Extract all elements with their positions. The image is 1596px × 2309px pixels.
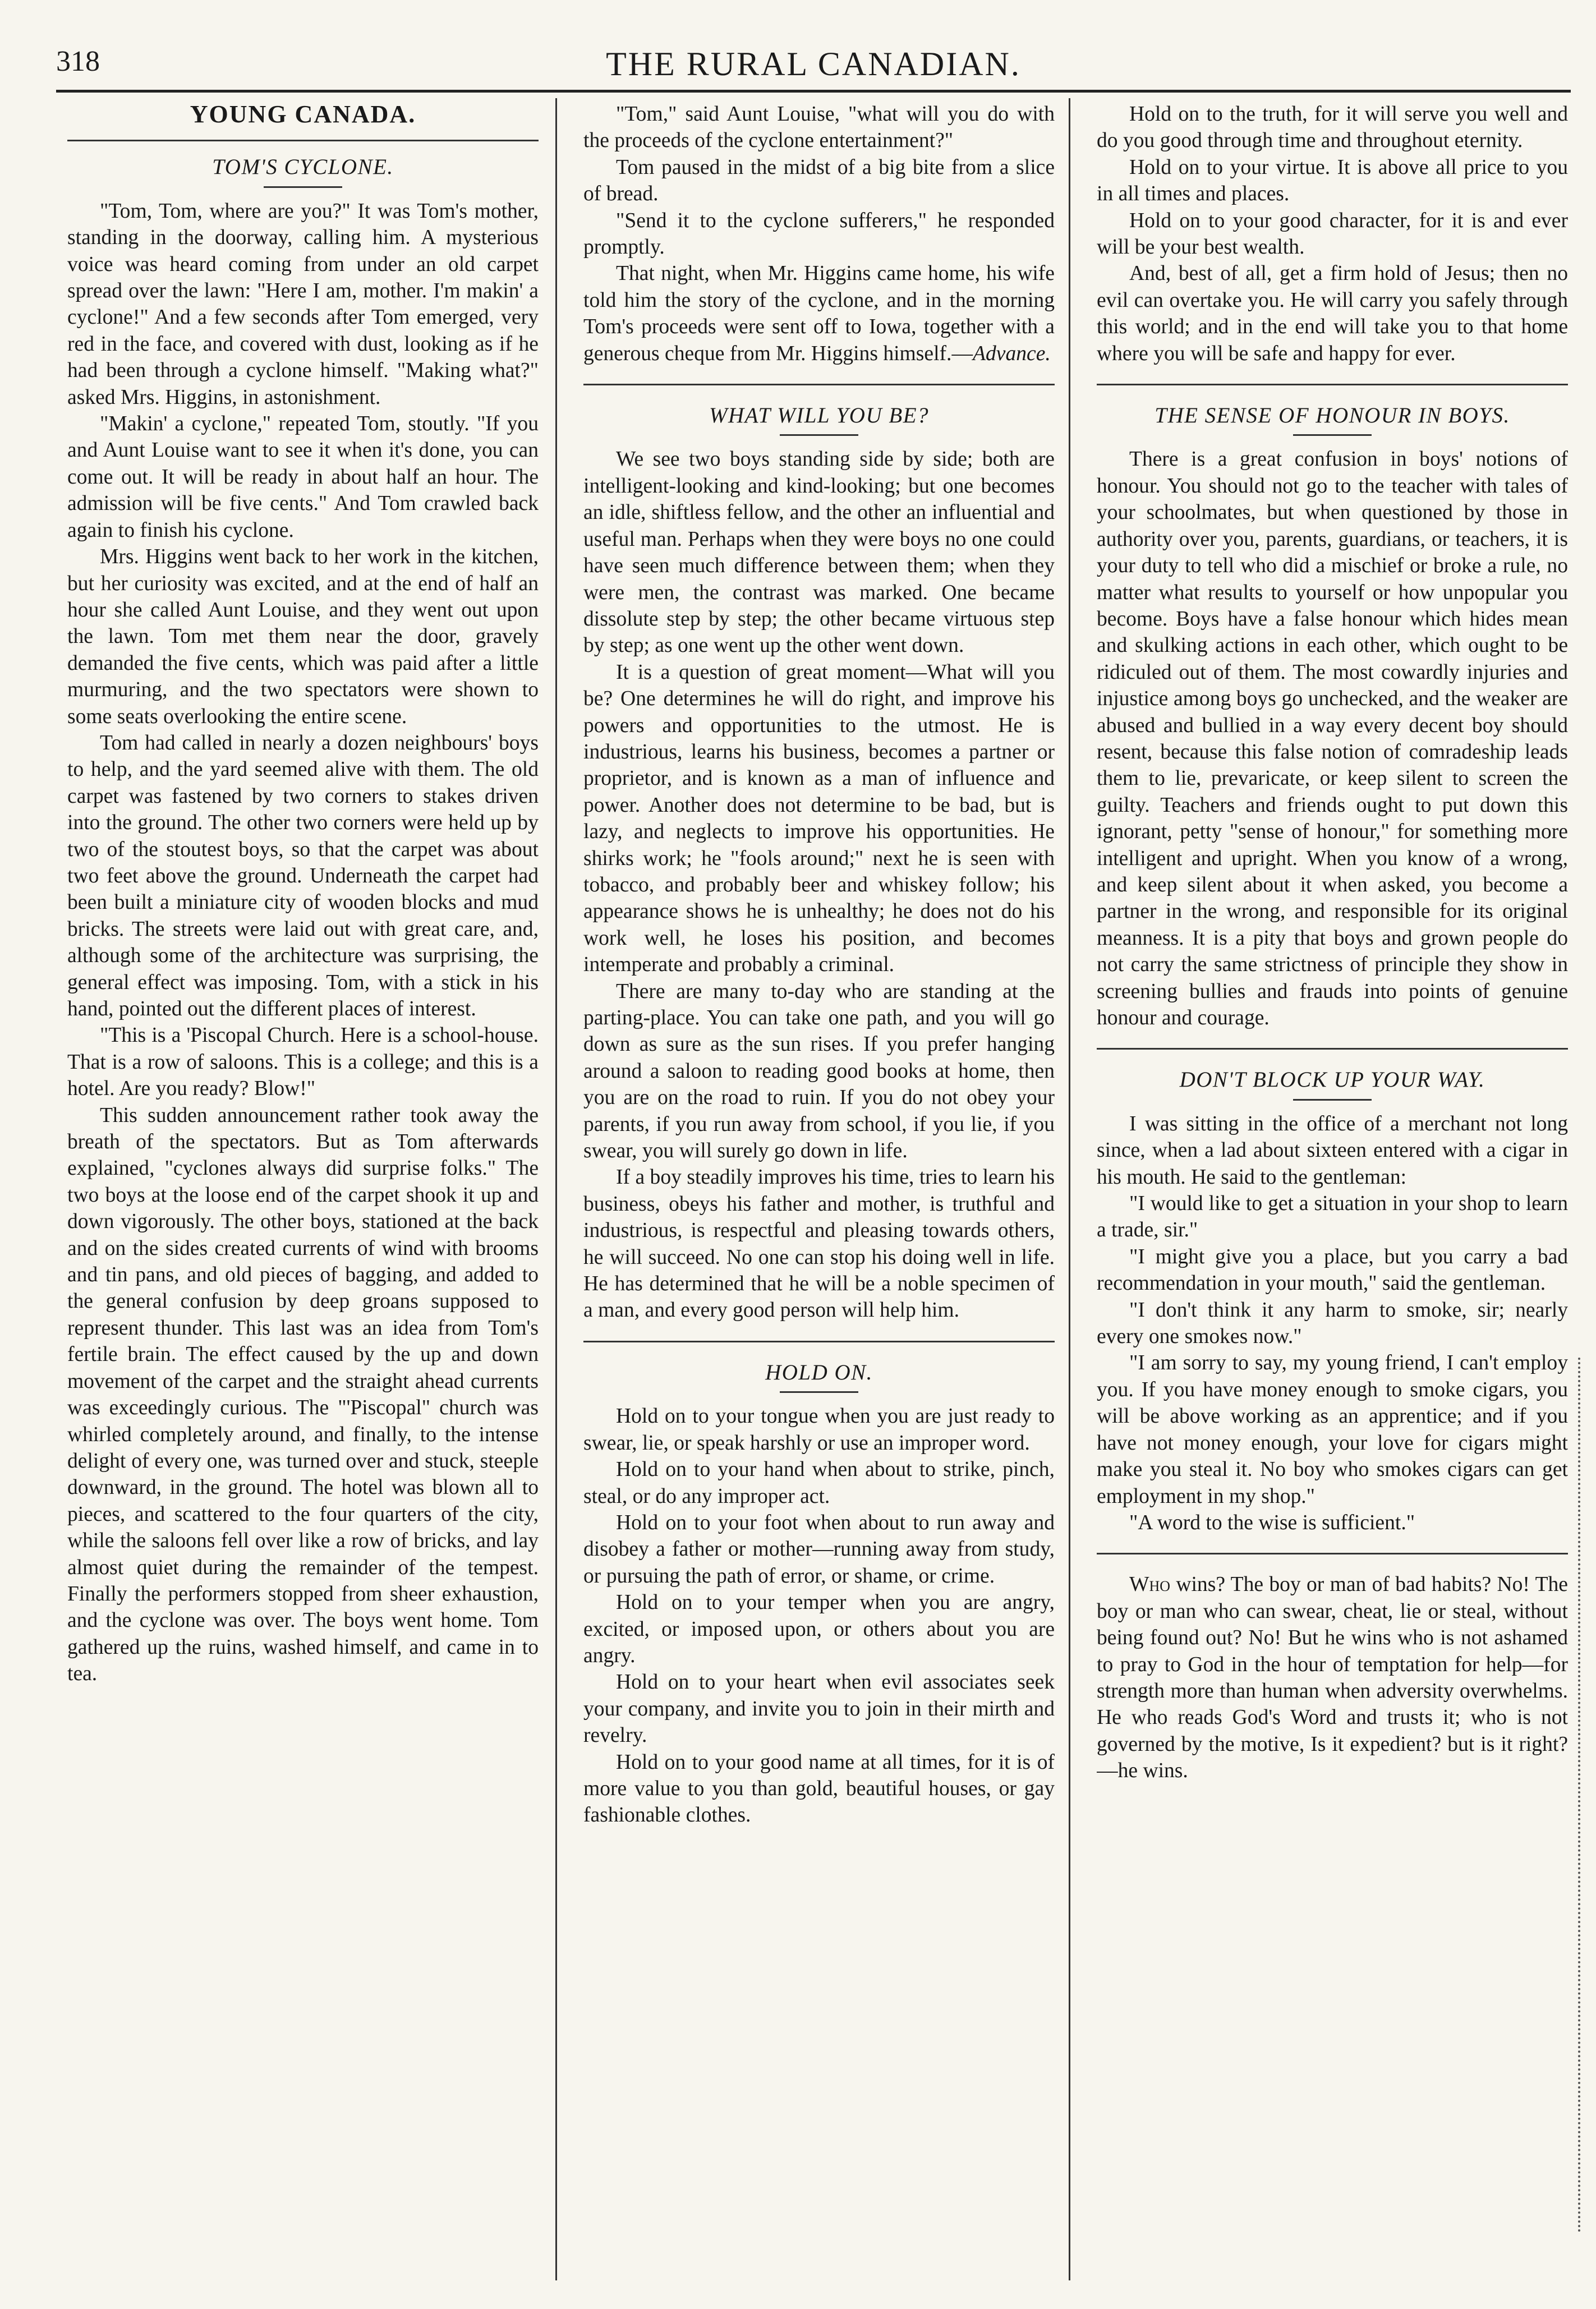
paragraph-text: wins? The boy or man of bad habits? No! The boy or man who can swear, cheat, lie or steal, without being found out? No! But he wins who is not ashamed to pray to God in the hour of temptation for help—for strength more than human when adversity overwhelms. He who reads God's Word and trusts it; who is not governed by the motive, Is it expedient? but is it right?—he wins. [1097, 1573, 1568, 1783]
paragraph-text: That night, when Mr. Higgins came home, his wife told him the story of the cyclone, and in the morning Tom's proceeds were sent off to Iowa, together with a generous cheque from Mr. Higgins himself. [583, 262, 1055, 365]
article-divider [1097, 1553, 1568, 1554]
paragraph: Tom paused in the midst of a big bite from a slice of bread. [583, 155, 1055, 206]
article-title-dont-block: DON'T BLOCK UP YOUR WAY. [1179, 1068, 1485, 1092]
article-title-what-will-you-be: WHAT WILL YOU BE? [709, 403, 930, 428]
paragraph: "Tom, Tom, where are you?" It was Tom's mother, standing in the doorway, calling him. A mysterious voice was heard coming from under an old carpet spread over the lawn: "Here I am, mother. I'm makin' a cyclone!" And a few seconds after Tom emerged, very red in the face, and covered with dust, looking as if he had been through a cyclone himself. "Making what?" asked Mrs. Higgins, in astonishment. [67, 199, 539, 409]
paragraph: "Tom," said Aunt Louise, "what will you do with the proceeds of the cyclone entertainment?" [583, 103, 1055, 153]
column-rule [555, 98, 557, 2280]
title-rule [264, 186, 342, 188]
masthead [56, 34, 1571, 95]
paragraph: Hold on to your foot when about to run away and disobey a father or mother—running away from study, or pursuing the path of error, or shame, or crime. [583, 1511, 1055, 1588]
newspaper-title: THE RURAL CANADIAN. [606, 45, 1021, 82]
column-1 [67, 101, 539, 2278]
paragraph: And, best of all, get a firm hold of Jesus; then no evil can overtake you. He will carry you safely through this world; and in the end will take you to that home where you will be safe and happy for ever. [1097, 262, 1568, 365]
lead-word: Who [1129, 1573, 1171, 1597]
paragraph: We see two boys standing side by side; both are intelligent-looking and kind-looking; but one becomes an idle, shiftless fellow, and the other an influential and useful man. Perhaps when they were boys no one could have seen much difference between them; when they were men, the contrast was marked. One became dissolute step by step; the other became virtuous step by step; as one went up the other went down. [583, 448, 1055, 657]
paragraph: Hold on to your virtue. It is above all price to you in all times and places. [1097, 155, 1568, 206]
paragraph: "Send it to the cyclone sufferers," he responded promptly. [583, 209, 1055, 259]
column-3 [1097, 101, 1568, 2278]
paragraph: Hold on to your hand when about to strike, pinch, steal, or do any improper act. [583, 1458, 1055, 1508]
paragraph: "I don't think it any harm to smoke, sir; nearly every one smokes now." [1097, 1298, 1568, 1349]
source-credit: Advance. [973, 342, 1051, 365]
column-rule [1069, 98, 1070, 2280]
paragraph: Hold on to your tongue when you are just ready to swear, lie, or speak harshly or use an improper word. [583, 1405, 1055, 1455]
title-rule [780, 1391, 858, 1393]
paragraph: "This is a 'Piscopal Church. Here is a school-house. That is a row of saloons. This is a college; and this is a hotel. Are you ready? Blow!" [67, 1024, 539, 1101]
article-title-sense-of-honour: THE SENSE OF HONOUR IN BOYS. [1155, 403, 1510, 428]
paragraph: Hold on to your temper when you are angry, excited, or imposed upon, or others about you are angry. [583, 1591, 1055, 1667]
paragraph: "I am sorry to say, my young friend, I can't employ you. If you have money enough to smoke cigars, you will be above working as an apprentice; and if you have not money enough, your love for cigars might make you steal it. No boy who smokes cigars can get employment in my shop." [1097, 1351, 1568, 1508]
title-rule [780, 434, 858, 436]
paragraph: If a boy steadily improves his time, tries to learn his business, obeys his father and mother, is truthful and industrious, is respectful and pleasing towards others, he will succeed. No one can stop his doing well in life. He has determined that he will be a noble specimen of a man, and every good person will help him. [583, 1166, 1055, 1322]
article-title-toms-cyclone: TOM'S CYCLONE. [212, 155, 394, 180]
article-divider [1097, 384, 1568, 385]
title-rule [1293, 1099, 1372, 1101]
paragraph: Hold on to your good character, for it is and ever will be your best wealth. [1097, 209, 1568, 259]
article-divider [583, 384, 1055, 385]
page-number: 318 [56, 45, 100, 77]
paragraph: "I would like to get a situation in your shop to learn a trade, sir." [1097, 1192, 1568, 1242]
paragraph: Mrs. Higgins went back to her work in the kitchen, but her curiosity was excited, and at the end of half an hour she called Aunt Louise, and they went out upon the lawn. Tom met them near the door, gravely demanded the five cents, which was paid after a little murmuring, and the two spectators were shown to some seats overlooking the entire scene. [67, 545, 539, 728]
article-title-hold-on: HOLD ON. [765, 1360, 873, 1385]
paragraph: Hold on to the truth, for it will serve you well and do you good through time and throughout eternity. [1097, 103, 1568, 153]
paragraph: Hold on to your good name at all times, for it is of more value to you than gold, beautiful houses, or gay fashionable clothes. [583, 1750, 1055, 1827]
paragraph: "A word to the wise is sufficient." [1129, 1511, 1415, 1534]
article-divider [1097, 1048, 1568, 1050]
article-divider [583, 1341, 1055, 1342]
paragraph-who-wins [1097, 1571, 1568, 1784]
paragraph: "I might give you a place, but you carry a bad recommendation in your mouth," said the gentleman. [1097, 1245, 1568, 1295]
section-title: YOUNG CANADA. [190, 101, 416, 128]
paragraph: It is a question of great moment—What will you be? One determines he will do right, and improve his powers and opportunities to the utmost. He is industrious, learns his business, becomes a partner or proprietor, and is known as a man of influence and power. Another does not determine to be bad, but is lazy, and neglects to improve his opportunities. He shirks work; he "fools around;" next he is seen with tobacco, and probably beer and whiskey follow; his appearance shows he is unhealthy; he does not do his work well, he loses his position, and becomes intemperate and probably a criminal. [583, 660, 1055, 977]
paragraph: "Makin' a cyclone," repeated Tom, stoutly. "If you and Aunt Louise want to see it when it's done, you can come out. It will be ready in about half an hour. The admission will be five cents." And Tom crawled back again to finish his cyclone. [67, 412, 539, 542]
column-2 [583, 101, 1055, 2278]
paragraph: Tom had called in nearly a dozen neighbours' boys to help, and the yard seemed alive with them. The old carpet was fastened by two corners to stakes driven into the ground. The other two corners were held up by two of the stoutest boys, so that the carpet was about two feet above the ground. Underneath the carpet had been built a miniature city of wooden blocks and mud bricks. The streets were laid out with great care, and, although some of the architecture was surprising, the general effect was imposing. Tom, with a stick in his hand, pointed out the different places of interest. [67, 731, 539, 1020]
paragraph: I was sitting in the office of a merchant not long since, when a lad about sixteen entered with a cigar in his mouth. He said to the gentleman: [1097, 1112, 1568, 1189]
paragraph: There is a great confusion in boys' notions of honour. You should not go to the teacher with tales of your schoolmates, but when questioned by those in authority over you, parents, guardians, or teachers, it is your duty to tell who did a mischief or broke a rule, no matter what results to yourself or how unpopular you become. Boys have a false honour which hides mean and skulking actions in each other, which ought to be ridiculed out of them. The most cowardly injuries and injustice among boys go unchecked, and the weaker are abused and bullied in a way every decent boy should resent, because this false notion of comradeship leads them to lie, prevaricate, or keep silent to screen the guilty. Teachers and friends ought to put down this ignorant, petty "sense of honour," for something more intelligent and upright. When you know of a wrong, and keep silent about it when asked, you become a partner in the wrong, and responsible for its original meanness. It is a pity that boys and grown people do not carry the same strictness of principle they show in screening bullies and frauds into points of genuine honour and courage. [1097, 448, 1568, 1029]
title-rule [1293, 434, 1372, 436]
paragraph: Hold on to your heart when evil associates seek your company, and invite you to join in their mirth and revelry. [583, 1671, 1055, 1747]
paragraph-with-source: That night, when Mr. Higgins came home, his wife told him the story of the cyclone, and in the morning Tom's proceeds were sent off to Iowa, together with a generous cheque from Mr. Higgins himself.—Advance. [583, 262, 1055, 365]
header-rule [56, 90, 1571, 93]
section-rule [67, 140, 539, 141]
paragraph: There are many to-day who are standing at the parting-place. You can take one path, and you will go down as sure as the sun rises. If you prefer hanging around a saloon to reading good books at home, then you are on the road to ruin. If you do not obey your parents, if you run away from school, if you lie, if you swear, you will surely go down in life. [583, 979, 1055, 1163]
margin-mark [1578, 1358, 1580, 2233]
paragraph: This sudden announcement rather took away the breath of the spectators. But as Tom afterwards explained, "cyclones always did surprise folks." The two boys at the loose end of the carpet shook it up and down vigorously. The other boys, stationed at the back and on the sides created currents of wind with brooms and tin pans, and old pieces of bagging, and added to the general confusion by deep groans supposed to represent thunder. This last was an idea from Tom's fertile brain. The effect caused by the up and down movement of the carpet and the straight ahead currents was exceedingly curious. The "'Piscopal" church was whirled completely around, and finally, to the intense delight of every one, was turned over and stuck, steeple downward, in the ground. The hotel was blown all to pieces, and scattered to the four quarters of the city, while the saloons fell over like a row of bricks, and lay almost quiet during the remainder of the tempest. Finally the performers stopped from sheer exhaustion, and the cyclone was over. The boys went home. Tom gathered up the ruins, washed himself, and came in to tea. [67, 1103, 539, 1686]
